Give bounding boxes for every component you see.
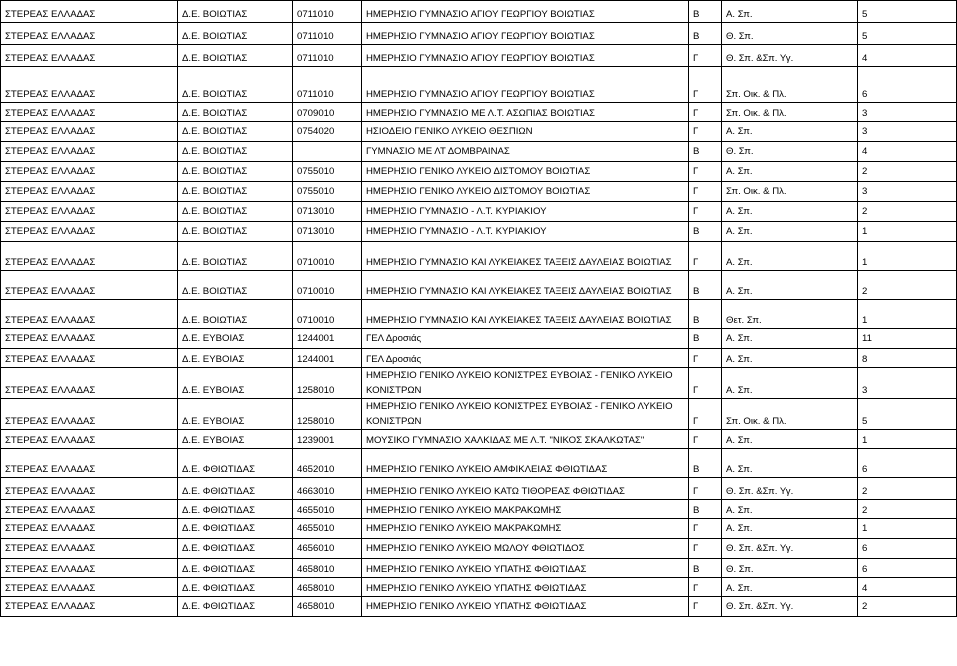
count-cell: 6 [858,67,957,103]
course-cell: Α. Σπ. [722,202,858,222]
school-code-cell: 0709010 [293,103,362,122]
directorate-cell: Δ.Ε. ΒΟΙΩΤΙΑΣ [178,182,293,202]
table-row [1,399,957,430]
school-code-cell: 4658010 [293,578,362,597]
school-code-cell: 0755010 [293,162,362,182]
school-code-cell: 0710010 [293,242,362,271]
table-body [1,1,957,617]
directorate-cell: Δ.Ε. ΕΥΒΟΙΑΣ [178,430,293,449]
directorate-cell: Δ.Ε. ΒΟΙΩΤΙΑΣ [178,271,293,300]
school-name-cell: ΗΜΕΡΗΣΙΟ ΓΕΝΙΚΟ ΛΥΚΕΙΟ ΥΠΑΤΗΣ ΦΘΙΩΤΙΔΑΣ [362,559,689,578]
course-cell: Α. Σπ. [722,222,858,242]
region-cell: ΣΤΕΡΕΑΣ ΕΛΛΑΔΑΣ [1,349,178,368]
course-cell: Α. Σπ. [722,162,858,182]
table-row [1,142,957,162]
count-cell: 5 [858,1,957,23]
course-cell: Σπ. Οικ. & Πλ. [722,182,858,202]
region-cell: ΣΤΕΡΕΑΣ ΕΛΛΑΔΑΣ [1,329,178,349]
grade-cell: Γ [689,45,722,67]
grade-cell: Γ [689,242,722,271]
region-cell: ΣΤΕΡΕΑΣ ΕΛΛΑΔΑΣ [1,242,178,271]
grade-cell: Γ [689,597,722,617]
directorate-cell: Δ.Ε. ΒΟΙΩΤΙΑΣ [178,222,293,242]
table-row [1,23,957,45]
school-name-cell: ΓΥΜΝΑΣΙΟ ΜΕ ΛΤ ΔΟΜΒΡΑΙΝΑΣ [362,142,689,162]
school-name-cell: ΗΜΕΡΗΣΙΟ ΓΕΝΙΚΟ ΛΥΚΕΙΟ ΥΠΑΤΗΣ ΦΘΙΩΤΙΔΑΣ [362,597,689,617]
region-cell: ΣΤΕΡΕΑΣ ΕΛΛΑΔΑΣ [1,368,178,399]
school-code-cell: 4658010 [293,559,362,578]
directorate-cell: Δ.Ε. ΒΟΙΩΤΙΑΣ [178,162,293,182]
school-code-cell: 4663010 [293,478,362,500]
table-row [1,67,957,103]
school-code-cell: 0710010 [293,300,362,329]
count-cell: 1 [858,242,957,271]
school-code-cell [293,142,362,162]
grade-cell: Γ [689,539,722,559]
region-cell: ΣΤΕΡΕΑΣ ΕΛΛΑΔΑΣ [1,142,178,162]
school-name-cell: ΓΕΛ Δροσιάς [362,329,689,349]
school-name-cell: ΜΟΥΣΙΚΟ ΓΥΜΝΑΣΙΟ ΧΑΛΚΙΔΑΣ ΜΕ Λ.Τ. "ΝΙΚΟΣ ΣΚΑΛΚΩΤΑΣ" [362,430,689,449]
school-code-cell: 1244001 [293,349,362,368]
grade-cell: Β [689,271,722,300]
school-code-cell: 0713010 [293,202,362,222]
school-code-cell: 0711010 [293,67,362,103]
school-code-cell: 4652010 [293,449,362,478]
region-cell: ΣΤΕΡΕΑΣ ΕΛΛΑΔΑΣ [1,597,178,617]
table-row [1,202,957,222]
table-row [1,519,957,539]
course-cell: Σπ. Οικ. & Πλ. [722,67,858,103]
table-row [1,430,957,449]
grade-cell: Β [689,329,722,349]
count-cell: 1 [858,222,957,242]
count-cell: 2 [858,202,957,222]
school-name-cell: ΓΕΛ Δροσιάς [362,349,689,368]
count-cell: 2 [858,500,957,519]
school-code-cell: 1239001 [293,430,362,449]
school-code-cell: 0755010 [293,182,362,202]
region-cell: ΣΤΕΡΕΑΣ ΕΛΛΑΔΑΣ [1,500,178,519]
table-row [1,242,957,271]
table-row [1,103,957,122]
school-code-cell: 1258010 [293,399,362,430]
school-name-cell: ΗΜΕΡΗΣΙΟ ΓΕΝΙΚΟ ΛΥΚΕΙΟ ΑΜΦΙΚΛΕΙΑΣ ΦΘΙΩΤΙΔΑΣ [362,449,689,478]
school-name-cell: ΗΜΕΡΗΣΙΟ ΓΕΝΙΚΟ ΛΥΚΕΙΟ ΚΟΝΙΣΤΡΕΣ ΕΥΒΟΙΑΣ - ΓΕΝΙΚΟ ΛΥΚΕΙΟ ΚΟΝΙΣΤΡΩΝ [362,399,689,430]
count-cell: 4 [858,142,957,162]
count-cell: 1 [858,430,957,449]
grade-cell: Γ [689,67,722,103]
school-name-cell: ΗΜΕΡΗΣΙΟ ΓΥΜΝΑΣΙΟ ΜΕ Λ.Τ. ΑΣΩΠΙΑΣ ΒΟΙΩΤΙΑΣ [362,103,689,122]
count-cell: 6 [858,449,957,478]
school-code-cell: 0713010 [293,222,362,242]
directorate-cell: Δ.Ε. ΒΟΙΩΤΙΑΣ [178,67,293,103]
course-cell: Α. Σπ. [722,449,858,478]
table-row [1,597,957,617]
count-cell: 11 [858,329,957,349]
school-code-cell: 4656010 [293,539,362,559]
course-cell: Α. Σπ. [722,430,858,449]
grade-cell: Γ [689,182,722,202]
course-cell: Α. Σπ. [722,578,858,597]
directorate-cell: Δ.Ε. ΦΘΙΩΤΙΔΑΣ [178,578,293,597]
grade-cell: Β [689,222,722,242]
directorate-cell: Δ.Ε. ΦΘΙΩΤΙΔΑΣ [178,519,293,539]
school-name-cell: ΗΜΕΡΗΣΙΟ ΓΕΝΙΚΟ ΛΥΚΕΙΟ ΔΙΣΤΟΜΟΥ ΒΟΙΩΤΙΑΣ [362,182,689,202]
count-cell: 3 [858,122,957,142]
directorate-cell: Δ.Ε. ΒΟΙΩΤΙΑΣ [178,1,293,23]
school-code-cell: 4655010 [293,500,362,519]
directorate-cell: Δ.Ε. ΦΘΙΩΤΙΔΑΣ [178,539,293,559]
grade-cell: Β [689,23,722,45]
table-row [1,45,957,67]
region-cell: ΣΤΕΡΕΑΣ ΕΛΛΑΔΑΣ [1,519,178,539]
school-name-cell: ΗΜΕΡΗΣΙΟ ΓΥΜΝΑΣΙΟ ΚΑΙ ΛΥΚΕΙΑΚΕΣ ΤΑΞΕΙΣ ΔΑΥΛΕΙΑΣ ΒΟΙΩΤΙΑΣ [362,271,689,300]
grade-cell: Β [689,449,722,478]
grade-cell: Β [689,300,722,329]
region-cell: ΣΤΕΡΕΑΣ ΕΛΛΑΔΑΣ [1,449,178,478]
school-code-cell: 0711010 [293,45,362,67]
region-cell: ΣΤΕΡΕΑΣ ΕΛΛΑΔΑΣ [1,399,178,430]
directorate-cell: Δ.Ε. ΕΥΒΟΙΑΣ [178,329,293,349]
table-row [1,162,957,182]
count-cell: 1 [858,300,957,329]
region-cell: ΣΤΕΡΕΑΣ ΕΛΛΑΔΑΣ [1,430,178,449]
school-name-cell: ΗΣΙΟΔΕΙΟ ΓΕΝΙΚΟ ΛΥΚΕΙΟ ΘΕΣΠΙΩΝ [362,122,689,142]
school-code-cell: 4655010 [293,519,362,539]
directorate-cell: Δ.Ε. ΒΟΙΩΤΙΑΣ [178,23,293,45]
count-cell: 1 [858,519,957,539]
course-cell: Α. Σπ. [722,519,858,539]
grade-cell: Γ [689,578,722,597]
grade-cell: Β [689,142,722,162]
table-row [1,539,957,559]
course-cell: Α. Σπ. [722,122,858,142]
school-name-cell: ΗΜΕΡΗΣΙΟ ΓΕΝΙΚΟ ΛΥΚΕΙΟ ΔΙΣΤΟΜΟΥ ΒΟΙΩΤΙΑΣ [362,162,689,182]
grade-cell: Γ [689,399,722,430]
course-cell: Α. Σπ. [722,349,858,368]
grade-cell: Γ [689,202,722,222]
school-code-cell: 1258010 [293,368,362,399]
region-cell: ΣΤΕΡΕΑΣ ΕΛΛΑΔΑΣ [1,271,178,300]
table-row [1,300,957,329]
grade-cell: Β [689,500,722,519]
course-cell: Α. Σπ. [722,242,858,271]
course-cell: Σπ. Οικ. & Πλ. [722,399,858,430]
school-name-cell: ΗΜΕΡΗΣΙΟ ΓΕΝΙΚΟ ΛΥΚΕΙΟ ΜΑΚΡΑΚΩΜΗΣ [362,519,689,539]
count-cell: 5 [858,399,957,430]
region-cell: ΣΤΕΡΕΑΣ ΕΛΛΑΔΑΣ [1,202,178,222]
school-code-cell: 4658010 [293,597,362,617]
school-code-cell: 0711010 [293,1,362,23]
school-code-cell: 0754020 [293,122,362,142]
count-cell: 5 [858,23,957,45]
directorate-cell: Δ.Ε. ΒΟΙΩΤΙΑΣ [178,242,293,271]
grade-cell: Γ [689,349,722,368]
region-cell: ΣΤΕΡΕΑΣ ΕΛΛΑΔΑΣ [1,300,178,329]
directorate-cell: Δ.Ε. ΒΟΙΩΤΙΑΣ [178,45,293,67]
directorate-cell: Δ.Ε. ΒΟΙΩΤΙΑΣ [178,142,293,162]
grade-cell: Γ [689,103,722,122]
table-row [1,222,957,242]
course-cell: Θ. Σπ. &Σπ. Υγ. [722,45,858,67]
table-row [1,182,957,202]
table-row [1,449,957,478]
region-cell: ΣΤΕΡΕΑΣ ΕΛΛΑΔΑΣ [1,45,178,67]
directorate-cell: Δ.Ε. ΦΘΙΩΤΙΔΑΣ [178,478,293,500]
region-cell: ΣΤΕΡΕΑΣ ΕΛΛΑΔΑΣ [1,23,178,45]
table-row [1,349,957,368]
table-row [1,478,957,500]
directorate-cell: Δ.Ε. ΒΟΙΩΤΙΑΣ [178,300,293,329]
course-cell: Θ. Σπ. &Σπ. Υγ. [722,539,858,559]
course-cell: Θετ. Σπ. [722,300,858,329]
count-cell: 3 [858,103,957,122]
count-cell: 6 [858,559,957,578]
course-cell: Α. Σπ. [722,329,858,349]
course-cell: Θ. Σπ. &Σπ. Υγ. [722,478,858,500]
region-cell: ΣΤΕΡΕΑΣ ΕΛΛΑΔΑΣ [1,222,178,242]
region-cell: ΣΤΕΡΕΑΣ ΕΛΛΑΔΑΣ [1,559,178,578]
table-row [1,578,957,597]
course-cell: Σπ. Οικ. & Πλ. [722,103,858,122]
school-name-cell: ΗΜΕΡΗΣΙΟ ΓΥΜΝΑΣΙΟ ΑΓΙΟΥ ΓΕΩΡΓΙΟΥ ΒΟΙΩΤΙΑΣ [362,1,689,23]
directorate-cell: Δ.Ε. ΕΥΒΟΙΑΣ [178,368,293,399]
count-cell: 4 [858,45,957,67]
school-code-cell: 1244001 [293,329,362,349]
directorate-cell: Δ.Ε. ΦΘΙΩΤΙΔΑΣ [178,559,293,578]
directorate-cell: Δ.Ε. ΦΘΙΩΤΙΔΑΣ [178,500,293,519]
table-row [1,122,957,142]
school-name-cell: ΗΜΕΡΗΣΙΟ ΓΕΝΙΚΟ ΛΥΚΕΙΟ ΚΑΤΩ ΤΙΘΟΡΕΑΣ ΦΘΙΩΤΙΔΑΣ [362,478,689,500]
school-name-cell: ΗΜΕΡΗΣΙΟ ΓΕΝΙΚΟ ΛΥΚΕΙΟ ΜΑΚΡΑΚΩΜΗΣ [362,500,689,519]
directorate-cell: Δ.Ε. ΒΟΙΩΤΙΑΣ [178,122,293,142]
grade-cell: Γ [689,519,722,539]
grade-cell: Γ [689,122,722,142]
school-name-cell: ΗΜΕΡΗΣΙΟ ΓΥΜΝΑΣΙΟ ΚΑΙ ΛΥΚΕΙΑΚΕΣ ΤΑΞΕΙΣ ΔΑΥΛΕΙΑΣ ΒΟΙΩΤΙΑΣ [362,242,689,271]
course-cell: Α. Σπ. [722,500,858,519]
region-cell: ΣΤΕΡΕΑΣ ΕΛΛΑΔΑΣ [1,578,178,597]
grade-cell: Β [689,1,722,23]
grade-cell: Γ [689,430,722,449]
school-name-cell: ΗΜΕΡΗΣΙΟ ΓΥΜΝΑΣΙΟ ΚΑΙ ΛΥΚΕΙΑΚΕΣ ΤΑΞΕΙΣ ΔΑΥΛΕΙΑΣ ΒΟΙΩΤΙΑΣ [362,300,689,329]
directorate-cell: Δ.Ε. ΦΘΙΩΤΙΔΑΣ [178,597,293,617]
directorate-cell: Δ.Ε. ΕΥΒΟΙΑΣ [178,349,293,368]
grade-cell: Γ [689,368,722,399]
course-cell: Α. Σπ. [722,271,858,300]
region-cell: ΣΤΕΡΕΑΣ ΕΛΛΑΔΑΣ [1,478,178,500]
course-cell: Θ. Σπ. [722,142,858,162]
course-cell: Α. Σπ. [722,368,858,399]
region-cell: ΣΤΕΡΕΑΣ ΕΛΛΑΔΑΣ [1,103,178,122]
school-name-cell: ΗΜΕΡΗΣΙΟ ΓΕΝΙΚΟ ΛΥΚΕΙΟ ΚΟΝΙΣΤΡΕΣ ΕΥΒΟΙΑΣ - ΓΕΝΙΚΟ ΛΥΚΕΙΟ ΚΟΝΙΣΤΡΩΝ [362,368,689,399]
table-row [1,500,957,519]
count-cell: 2 [858,478,957,500]
directorate-cell: Δ.Ε. ΒΟΙΩΤΙΑΣ [178,202,293,222]
course-cell: Α. Σπ. [722,1,858,23]
course-cell: Θ. Σπ. [722,23,858,45]
directorate-cell: Δ.Ε. ΕΥΒΟΙΑΣ [178,399,293,430]
grade-cell: Γ [689,162,722,182]
table-row [1,559,957,578]
course-cell: Θ. Σπ. [722,559,858,578]
course-cell: Θ. Σπ. &Σπ. Υγ. [722,597,858,617]
grade-cell: Β [689,559,722,578]
grade-cell: Γ [689,478,722,500]
region-cell: ΣΤΕΡΕΑΣ ΕΛΛΑΔΑΣ [1,122,178,142]
school-name-cell: ΗΜΕΡΗΣΙΟ ΓΥΜΝΑΣΙΟ ΑΓΙΟΥ ΓΕΩΡΓΙΟΥ ΒΟΙΩΤΙΑΣ [362,23,689,45]
table-row [1,1,957,23]
school-name-cell: ΗΜΕΡΗΣΙΟ ΓΥΜΝΑΣΙΟ ΑΓΙΟΥ ΓΕΩΡΓΙΟΥ ΒΟΙΩΤΙΑΣ [362,67,689,103]
count-cell: 4 [858,578,957,597]
count-cell: 8 [858,349,957,368]
table-row [1,329,957,349]
count-cell: 2 [858,162,957,182]
directorate-cell: Δ.Ε. ΒΟΙΩΤΙΑΣ [178,103,293,122]
school-name-cell: ΗΜΕΡΗΣΙΟ ΓΕΝΙΚΟ ΛΥΚΕΙΟ ΥΠΑΤΗΣ ΦΘΙΩΤΙΔΑΣ [362,578,689,597]
table-row [1,271,957,300]
school-name-cell: ΗΜΕΡΗΣΙΟ ΓΥΜΝΑΣΙΟ - Λ.Τ. ΚΥΡΙΑΚΙΟΥ [362,222,689,242]
count-cell: 3 [858,368,957,399]
region-cell: ΣΤΕΡΕΑΣ ΕΛΛΑΔΑΣ [1,162,178,182]
region-cell: ΣΤΕΡΕΑΣ ΕΛΛΑΔΑΣ [1,539,178,559]
school-code-cell: 0710010 [293,271,362,300]
region-cell: ΣΤΕΡΕΑΣ ΕΛΛΑΔΑΣ [1,1,178,23]
directorate-cell: Δ.Ε. ΦΘΙΩΤΙΔΑΣ [178,449,293,478]
school-name-cell: ΗΜΕΡΗΣΙΟ ΓΕΝΙΚΟ ΛΥΚΕΙΟ ΜΩΛΟΥ ΦΘΙΩΤΙΔΟΣ [362,539,689,559]
count-cell: 2 [858,597,957,617]
region-cell: ΣΤΕΡΕΑΣ ΕΛΛΑΔΑΣ [1,182,178,202]
school-name-cell: ΗΜΕΡΗΣΙΟ ΓΥΜΝΑΣΙΟ ΑΓΙΟΥ ΓΕΩΡΓΙΟΥ ΒΟΙΩΤΙΑΣ [362,45,689,67]
count-cell: 6 [858,539,957,559]
count-cell: 2 [858,271,957,300]
region-cell: ΣΤΕΡΕΑΣ ΕΛΛΑΔΑΣ [1,67,178,103]
school-code-cell: 0711010 [293,23,362,45]
school-name-cell: ΗΜΕΡΗΣΙΟ ΓΥΜΝΑΣΙΟ - Λ.Τ. ΚΥΡΙΑΚΙΟΥ [362,202,689,222]
count-cell: 3 [858,182,957,202]
table-row [1,368,957,399]
